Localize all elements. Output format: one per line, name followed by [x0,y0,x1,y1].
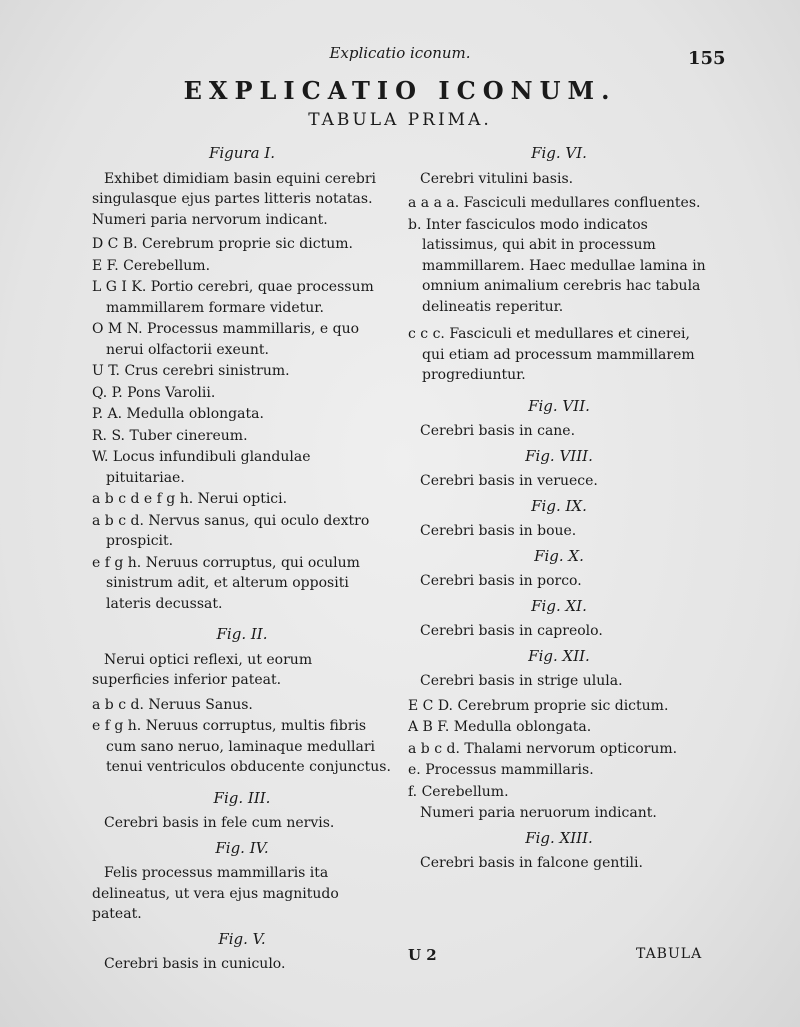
legend-entry [408,324,710,386]
figure-description: Cerebri basis in falcone gentili. [420,855,643,871]
legend-entry [408,215,710,318]
legend-label: b. [408,216,422,233]
legend-text: Processus mammillaris. [425,762,594,778]
legend-entry [408,193,710,214]
page-number: 155 [688,48,726,69]
legend-text: Crus cerebri sinistrum. [124,363,290,379]
legend-label: A B F. [408,719,450,735]
legend-label: E F. [92,257,119,274]
legend-entry [92,716,392,778]
legend-text: Nervus sanus, qui oculo dextro prospicit. [106,512,370,549]
figure-description: Cerebri vitulini basis. [420,170,574,187]
figure-heading: Fig. V. [218,929,266,948]
legend-entry [92,277,392,318]
legend-entry [92,426,392,447]
figure-heading: Fig. II. [216,625,268,643]
legend-text: Processus mammillaris, e quo nerui olfactorii exeunt. [106,321,360,358]
legend-entry [92,447,392,488]
figure-heading: Fig. IX. [531,496,587,515]
legend-label: f. [408,783,418,800]
legend-text: Medulla oblongata. [453,719,592,735]
figure-description: Felis processus mammillaris ita delineatus, ut vera ejus magnitudo pateat. [92,865,339,922]
legend-entry [408,739,710,760]
figure-heading: Fig. VII. [528,396,590,415]
figure-description: Cerebri basis in boue. [420,523,577,539]
legend-label: R. S. [92,427,125,444]
legend-text: Fasciculi medullares confluentes. [463,195,701,211]
legend-label: a b c d. [92,696,144,713]
legend-entry [408,717,710,738]
legend-entry [92,404,392,425]
figure-heading: Fig. VIII. [525,446,593,465]
figure-heading: Fig. III. [213,788,271,807]
legend-label: D C B. [92,236,138,252]
legend-label: a a a a. [408,195,460,211]
figure-description: Cerebri basis in veruece. [420,473,598,489]
legend-entry [92,553,392,615]
legend-label: a b c d e f g h. [92,491,194,507]
figure-description: Nerui optici reflexi, ut eorum superficies inferior pateat. [92,651,313,688]
legend-text: Cerebellum. [421,783,509,800]
legend-entry [92,511,392,552]
signature-mark: U 2 [408,946,437,964]
figure-heading: Fig. XI. [531,596,587,615]
legend-label: Q. P. [92,384,123,401]
legend-text: Tuber cinereum. [129,427,248,444]
figure-heading: Figura I. [208,144,276,162]
legend-text: Thalami nervorum opticorum. [464,740,678,757]
legend-label: W. [92,449,109,465]
figure-description: Cerebri basis in cane. [420,423,576,439]
legend-text: Locus infundibuli glandulae pituitariae. [106,449,311,486]
legend-text: Cerebrum proprie sic dictum. [142,236,353,252]
legend-entry [92,234,392,255]
figure-description: Cerebri basis in strige ulula. [420,673,623,689]
figure-heading: Fig. XII. [528,646,590,665]
legend-label: e f g h. [92,718,142,734]
figure-description: Cerebri basis in capreolo. [420,623,603,639]
legend-text: Fasciculi et medullares et cinerei, qui etiam ad processum mammillarem progrediuntur. [422,326,695,383]
legend-entry [408,782,710,803]
figure-heading: Fig. X. [534,546,584,565]
legend-text: Neruus corruptus, multis fibris cum sano neruo, laminaque medullari tenui ventriculos obducente conjunctus. [106,718,391,775]
figure-description: Exhibet dimidiam basin equini cerebri singulasque ejus partes litteris notatas. Numeri paria nervorum indicant. [92,170,376,228]
legend-text: Cerebrum proprie sic dictum. [457,697,669,714]
catchword: TABULA [636,946,703,962]
legend-entry [92,383,392,404]
figure-heading: Fig. VI. [531,144,587,162]
figure-heading: Fig. XIII. [525,828,593,847]
legend-label: a b c d. [408,740,460,757]
legend-entry [92,361,392,382]
legend-label: c c c. [408,326,445,342]
legend-entry [92,489,392,510]
legend-entry [408,760,710,781]
figure-description: Cerebri basis in fele cum nervis. [104,815,335,831]
legend-label: U T. [92,363,120,379]
legend-label: E C D. [408,697,454,714]
legend-entry [92,695,392,716]
legend-text: Neruus Sanus. [148,696,253,713]
legend-text: Neruus corruptus, qui oculum sinistrum adit, et alterum oppositi lateris decussat. [106,554,360,612]
legend-text: Cerebellum. [123,257,211,274]
figure-heading: Fig. IV. [215,838,269,857]
figure-description: Cerebri basis in porco. [420,573,582,589]
page-title: EXPLICATIO ICONUM. [183,76,617,105]
left-column [92,140,392,979]
legend-text: Pons Varolii. [127,384,216,401]
legend-entry [92,256,392,277]
legend-label: e. [408,762,421,778]
running-title: Explicatio iconum. [329,44,471,62]
legend-label: O M N. [92,321,143,337]
legend-text: Inter fasciculos modo indicatos latissimus, qui abit in processum mammillarem. Haec medullae lamina in omnium animalium cerebris hac tabula delineatis reperitur. [422,216,706,315]
legend-text: Portio cerebri, quae processum mammillarem formare videtur. [106,279,374,316]
legend-label: e f g h. [92,554,142,571]
right-column [408,140,710,878]
figure-description: Cerebri basis in cuniculo. [104,956,286,972]
legend-text: Medulla oblongata. [126,406,264,422]
legend-text: Nerui optici. [197,491,288,507]
legend-label: P. A. [92,406,123,422]
section-title: TABULA PRIMA. [308,110,492,130]
legend-label: a b c d. [92,512,144,529]
legend-entry [92,319,392,360]
legend-entry [408,696,710,717]
figure-note: Numeri paria neruorum indicant. [420,805,657,821]
legend-label: L G I K. [92,279,147,295]
